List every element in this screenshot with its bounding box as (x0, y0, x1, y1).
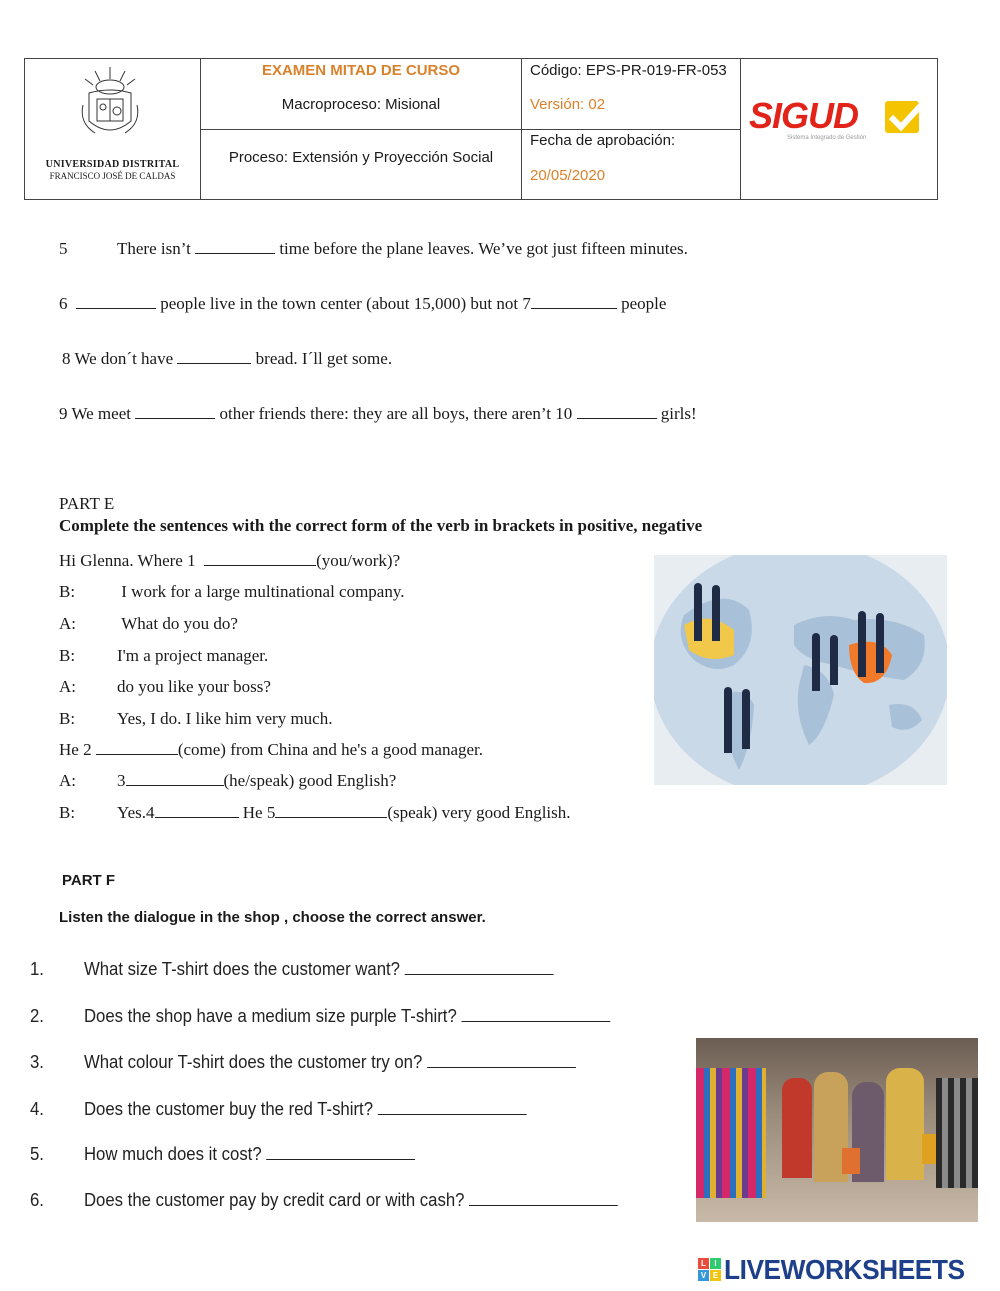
fecha-value: 20/05/2020 (530, 167, 606, 184)
part-e-instruction: Complete the sentences with the correct form of the verb in brackets in positive, negative (59, 516, 703, 535)
dialogue-line-2: B: I work for a large multinational company. (59, 582, 405, 601)
dialogue-line-7: He 2 (come) from China and he's a good manager. (59, 740, 484, 759)
answer-blank-8[interactable] (177, 350, 251, 364)
macroproceso: Macroproceso: Misional (281, 96, 441, 113)
answer-blank-f6[interactable] (469, 1189, 618, 1206)
part-f-instruction: Listen the dialogue in the shop , choose the correct answer. (59, 909, 486, 926)
part-f-question-4: 4. Does the customer buy the red T-shirt? (30, 1098, 526, 1120)
university-name-line1: UNIVERSIDAD DISTRITAL (45, 159, 180, 170)
answer-blank-7[interactable] (531, 295, 617, 309)
sigud-logo (747, 95, 933, 145)
check-icon (883, 97, 929, 137)
codigo: Código: EPS-PR-019-FR-053 (530, 62, 727, 79)
part-f-question-2: 2. Does the shop have a medium size purple T-shirt? (30, 1005, 610, 1027)
part-f-question-1: 1. What size T-shirt does the customer want? (30, 958, 553, 980)
dialogue-line-6: B: Yes, I do. I like him very much. (59, 709, 333, 728)
question-6-7: 6 people live in the town center (about 15,000) but not 7 people (59, 294, 667, 313)
question-8: 8 We don´t have bread. I´ll get some. (62, 349, 393, 368)
part-f-question-3: 3. What colour T-shirt does the customer try on? (30, 1051, 576, 1073)
university-seal-icon (75, 65, 145, 145)
liveworksheets-logo (698, 1256, 996, 1286)
answer-blank-6[interactable] (76, 295, 156, 309)
dialogue-line-5: A: do you like your boss? (59, 677, 271, 696)
header-table (24, 58, 938, 200)
answer-blank-f5[interactable] (266, 1143, 415, 1160)
part-f-label: PART F (62, 872, 116, 889)
dialogue-line-9: B: Yes.4 He 5 (speak) very good English. (59, 803, 571, 822)
part-e-label: PART E (59, 494, 115, 513)
answer-blank-e3[interactable] (126, 772, 224, 786)
exam-title: EXAMEN MITAD DE CURSO (261, 62, 461, 79)
answer-blank-9[interactable] (135, 405, 215, 419)
proceso: Proceso: Extensión y Proyección Social (228, 149, 494, 166)
answer-blank-e5[interactable] (275, 804, 387, 818)
answer-blank-10[interactable] (577, 405, 657, 419)
dialogue-line-3: A: What do you do? (59, 614, 238, 633)
lw-badge: L I V E (698, 1258, 722, 1282)
answer-blank-f2[interactable] (461, 1005, 610, 1022)
answer-blank-f4[interactable] (378, 1098, 527, 1115)
dialogue-line-4: B: I'm a project manager. (59, 646, 269, 665)
shopping-photo (696, 1038, 978, 1222)
answer-blank-5[interactable] (195, 240, 275, 254)
dialogue-line-1: Hi Glenna. Where 1 (you/work)? (59, 551, 401, 570)
university-logo (25, 59, 200, 201)
question-9-10: 9 We meet other friends there: they are all boys, there aren’t 10 girls! (59, 404, 697, 423)
sigud-logo-text: SIGUD (749, 95, 859, 136)
question-5: 5 There isn’t time before the plane leaves. We’ve got just fifteen minutes. (59, 239, 688, 258)
part-f-question-5: 5. How much does it cost? (30, 1143, 415, 1165)
answer-blank-f3[interactable] (427, 1051, 576, 1068)
part-f-question-6: 6. Does the customer pay by credit card or with cash? (30, 1189, 618, 1211)
dialogue-line-8: A: 3 (he/speak) good English? (59, 771, 397, 790)
answer-blank-f1[interactable] (405, 958, 554, 975)
answer-blank-e1[interactable] (204, 552, 316, 566)
sigud-subtitle: Sistema Integrado de Gestión (787, 135, 867, 141)
version: Versión: 02 (530, 96, 606, 113)
university-name-line2: FRANCISCO JOSÉ DE CALDAS (49, 171, 176, 181)
world-map-image (654, 555, 947, 785)
answer-blank-e2[interactable] (96, 741, 178, 755)
lw-brand-text: LIVEWORKSHEETS (724, 1254, 965, 1285)
answer-blank-e4[interactable] (155, 804, 239, 818)
fecha-label: Fecha de aprobación: (530, 132, 676, 149)
